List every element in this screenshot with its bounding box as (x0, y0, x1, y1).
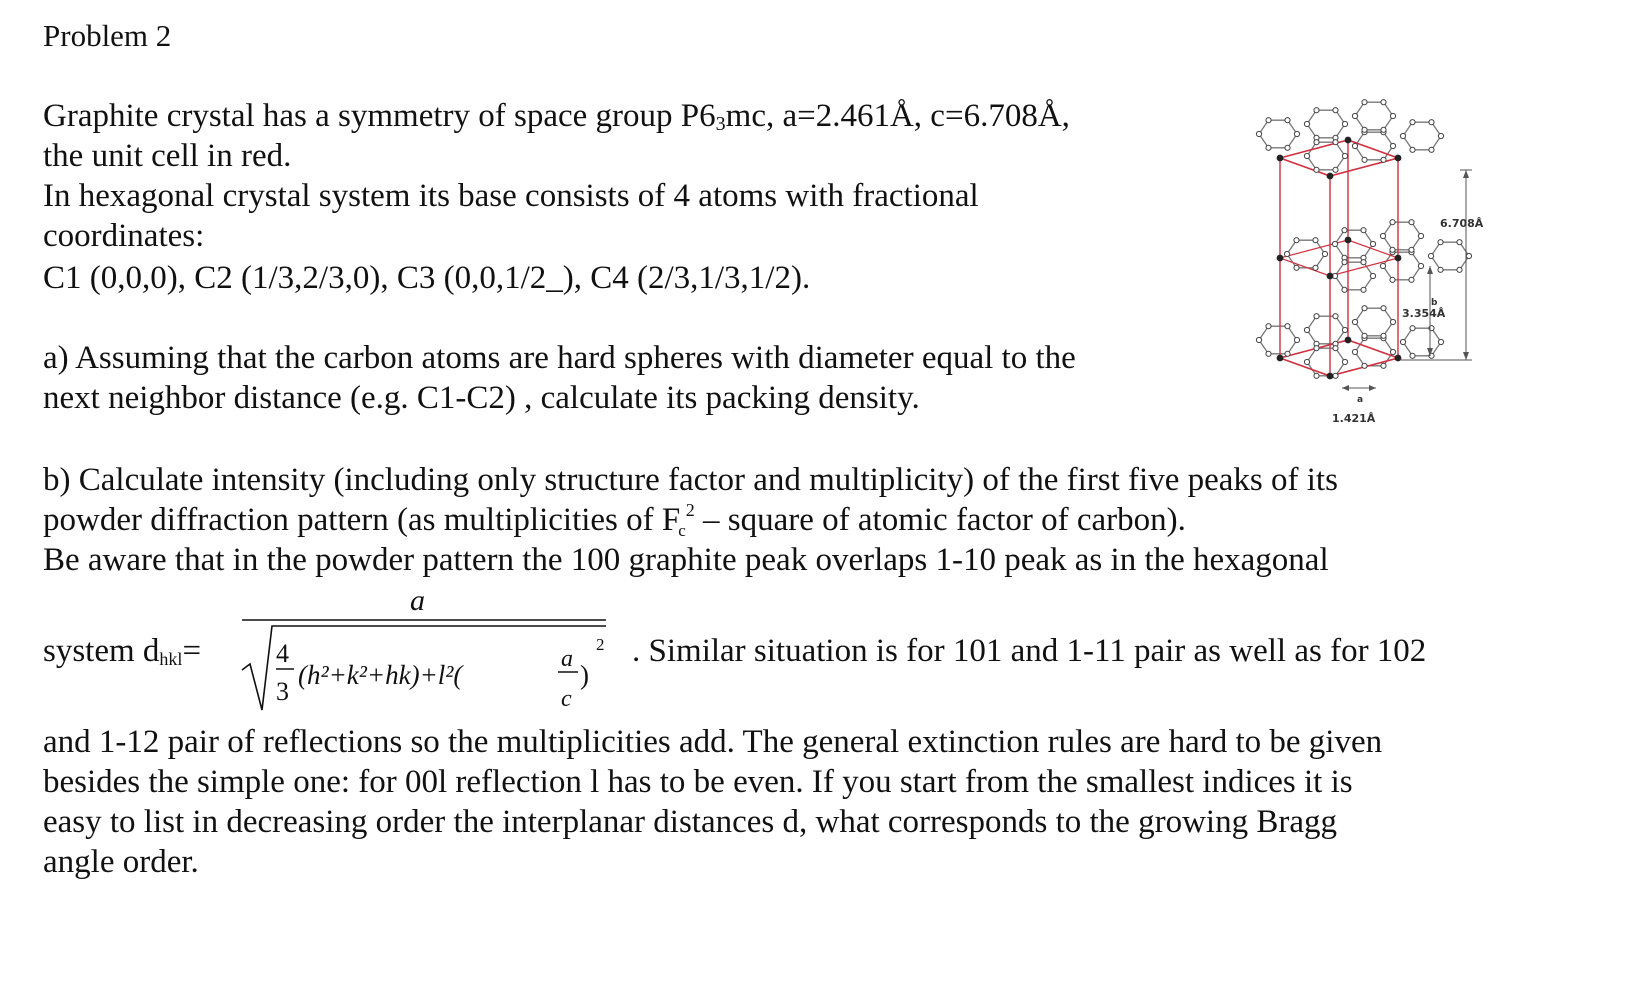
cell-corner-atom (1345, 337, 1352, 344)
cell-corner-atom (1327, 173, 1334, 180)
carbon-atom (1390, 220, 1395, 225)
carbon-atom (1333, 167, 1338, 172)
atom-coordinates: C1 (0,0,0), C2 (1/3,2/3,0), C3 (0,0,1/2_), C4 (2/3,1/3,1/2). (43, 260, 811, 296)
part-b-line-4-end: . Similar situation is for 101 and 1-11 pair as well as for 102 (632, 633, 1427, 669)
arrow-bond-right-icon (1369, 385, 1376, 391)
carbon-atom (1284, 251, 1289, 256)
part-a-line-2: next neighbor distance (e.g. C1-C2) , calculate its packing density. (43, 380, 920, 416)
carbon-atom (1314, 108, 1319, 113)
dhkl-formula (240, 584, 640, 742)
carbon-atom (1362, 333, 1367, 338)
carbon-atom (1381, 306, 1386, 311)
intro-line-1: Graphite crystal has a symmetry of space group $P6_3mc$, a=2.461Å, c=6.708Å, (43, 98, 1070, 135)
hexagon-ring (1307, 348, 1345, 376)
carbon-atom (1256, 337, 1261, 342)
carbon-atom (1390, 113, 1395, 118)
hexagon-ring (1307, 110, 1345, 138)
arrow-c-up-icon (1463, 170, 1469, 178)
carbon-atom (1381, 333, 1386, 338)
carbon-atom (1381, 363, 1386, 368)
carbon-atom (1304, 359, 1309, 364)
carbon-atom (1370, 273, 1375, 278)
carbon-atom (1410, 120, 1415, 125)
carbon-atom (1285, 351, 1290, 356)
carbon-atom (1362, 157, 1367, 162)
cell-corner-atom (1395, 255, 1402, 262)
carbon-atom (1438, 339, 1443, 344)
hexagon-ring (1403, 328, 1441, 356)
carbon-atom (1381, 127, 1386, 132)
carbon-atom (1390, 277, 1395, 282)
frac-numerator-4: 4 (276, 639, 289, 668)
hexagon-ring (1355, 308, 1393, 336)
carbon-atom (1361, 260, 1366, 265)
hexagon-ring (1307, 316, 1345, 344)
carbon-atom (1294, 131, 1299, 136)
carbon-atom (1370, 241, 1375, 246)
carbon-atom (1342, 359, 1347, 364)
carbon-atom (1333, 140, 1338, 145)
carbon-atoms (1256, 100, 1471, 380)
carbon-atom (1466, 253, 1471, 258)
carbon-atom (1361, 287, 1366, 292)
carbon-atom (1285, 145, 1290, 150)
carbon-atom (1352, 349, 1357, 354)
label-c: 6.708Å (1440, 217, 1484, 230)
carbon-atom (1457, 267, 1462, 272)
carbon-atom (1418, 233, 1423, 238)
hexagon-ring (1355, 338, 1393, 366)
hexagon-ring (1335, 230, 1373, 258)
formula-close: ) (580, 660, 589, 690)
ratio-denominator: c (561, 686, 572, 712)
carbon-atom (1304, 327, 1309, 332)
intro-line-3: In hexagonal crystal system its base consists of 4 atoms with fractional (43, 178, 979, 214)
cell-corner-atom (1345, 237, 1352, 244)
carbon-atom (1390, 319, 1395, 324)
carbon-atom (1428, 253, 1433, 258)
carbon-atom (1313, 238, 1318, 243)
carbon-atom (1438, 133, 1443, 138)
carbon-atom (1362, 100, 1367, 105)
carbon-atom (1381, 100, 1386, 105)
carbon-atom (1429, 120, 1434, 125)
part-b-line-1: b) Calculate intensity (including only structure factor and multiplicity) of the first five peaks of its (43, 462, 1338, 498)
carbon-atom (1409, 247, 1414, 252)
intro-line-2: the unit cell in red. (43, 138, 292, 174)
hexagon-ring (1355, 102, 1393, 130)
cell-corner-atom (1327, 273, 1334, 280)
cell-corner-atom (1277, 355, 1284, 362)
carbon-atom (1380, 233, 1385, 238)
problem-title: Problem 2 (43, 18, 172, 53)
carbon-atom (1266, 324, 1271, 329)
carbon-atom (1410, 147, 1415, 152)
carbon-atom (1285, 118, 1290, 123)
carbon-atom (1266, 118, 1271, 123)
part-b-line-4-start: system $d_{hkl}=$ (43, 633, 202, 669)
cell-top-face (1280, 140, 1398, 176)
part-b-line-5: and 1-12 pair of reflections so the multiplicities add. The general extinction rules are hard to be given (43, 724, 1383, 760)
cell-corner-atom (1277, 255, 1284, 262)
carbon-atom (1333, 373, 1338, 378)
carbon-atom (1410, 353, 1415, 358)
label-bond-letter: a (1357, 395, 1364, 405)
formula-exponent: 2 (596, 635, 605, 654)
carbon-atom (1390, 247, 1395, 252)
carbon-atom (1438, 240, 1443, 245)
carbon-atom (1342, 121, 1347, 126)
arrow-bond-left-icon (1342, 385, 1349, 391)
carbon-atom (1285, 324, 1290, 329)
label-half-letter: b (1431, 298, 1438, 308)
carbon-atom (1362, 363, 1367, 368)
part-a-line-1: a) Assuming that the carbon atoms are hard spheres with diameter equal to the (43, 340, 1076, 376)
carbon-atom (1429, 147, 1434, 152)
hexagon-ring (1431, 242, 1469, 270)
carbon-atom (1322, 251, 1327, 256)
carbon-atom (1380, 263, 1385, 268)
carbon-atom (1314, 373, 1319, 378)
carbon-atom (1314, 140, 1319, 145)
arrow-half-up-icon (1427, 266, 1433, 274)
carbon-atom (1304, 121, 1309, 126)
carbon-atom (1304, 153, 1309, 158)
carbon-atom (1266, 351, 1271, 356)
carbon-atom (1294, 265, 1299, 270)
carbon-atom (1342, 153, 1347, 158)
carbon-atom (1342, 327, 1347, 332)
formula-numerator: a (410, 584, 425, 617)
part-b-line-3: Be aware that in the powder pattern the 100 graphite peak overlaps 1-10 peak as in the hexagonal (43, 542, 1329, 578)
hexagon-ring (1383, 222, 1421, 250)
label-bond: 1.421Å (1332, 412, 1376, 425)
arrow-c-down-icon (1463, 352, 1469, 360)
carbon-atom (1362, 127, 1367, 132)
carbon-atom (1332, 241, 1337, 246)
carbon-atom (1400, 133, 1405, 138)
hexagon-ring (1259, 326, 1297, 354)
cell-corner-atom (1277, 155, 1284, 162)
part-b-line-7: easy to list in decreasing order the interplanar distances d, what corresponds to the growing Bragg (43, 804, 1337, 840)
intro-line-4: coordinates: (43, 218, 205, 254)
carbon-atom (1342, 287, 1347, 292)
hexagon-ring (1355, 132, 1393, 160)
ratio-numerator: a (561, 646, 573, 672)
carbon-atom (1333, 108, 1338, 113)
graphite-unit-cell-diagram (1230, 88, 1570, 460)
carbon-atom (1314, 314, 1319, 319)
part-b-line-6: besides the simple one: for 00l reflection l has to be even. If you start from the smallest indices it is (43, 764, 1353, 800)
hexagon-ring (1403, 122, 1441, 150)
carbon-atom (1409, 220, 1414, 225)
carbon-atom (1381, 157, 1386, 162)
hexagon-ring (1383, 252, 1421, 280)
carbon-atom (1457, 240, 1462, 245)
carbon-atom (1266, 145, 1271, 150)
carbon-atom (1418, 263, 1423, 268)
graphite-layer (1287, 222, 1469, 290)
carbon-atom (1342, 260, 1347, 265)
cell-corner-atom (1327, 373, 1334, 380)
carbon-atom (1362, 306, 1367, 311)
frac-denominator-3: 3 (276, 677, 289, 706)
hexagon-ring (1287, 240, 1325, 268)
carbon-atom (1352, 319, 1357, 324)
carbon-atom (1352, 143, 1357, 148)
carbon-atom (1409, 277, 1414, 282)
carbon-atom (1352, 113, 1357, 118)
carbon-atom (1400, 339, 1405, 344)
carbon-atom (1438, 267, 1443, 272)
cell-corner-atom (1345, 137, 1352, 144)
label-half: 3.354Å (1402, 307, 1446, 320)
part-b-line-8: angle order. (43, 844, 199, 880)
hexagon-ring (1259, 120, 1297, 148)
carbon-atom (1314, 346, 1319, 351)
carbon-atom (1390, 349, 1395, 354)
formula-body: (h²+k²+hk)+l²( (298, 660, 463, 690)
carbon-atom (1256, 131, 1261, 136)
carbon-atom (1342, 228, 1347, 233)
carbon-atom (1294, 238, 1299, 243)
carbon-atom (1314, 167, 1319, 172)
cell-corner-atom (1395, 155, 1402, 162)
carbon-atom (1361, 228, 1366, 233)
carbon-atom (1390, 143, 1395, 148)
carbon-atom (1410, 326, 1415, 331)
carbon-atom (1294, 337, 1299, 342)
part-b-line-2: powder diffraction pattern (as multiplicities of Fc$^2$ – square of atomic factor of carbon). (43, 500, 1186, 540)
carbon-atom (1333, 314, 1338, 319)
carbon-atom (1313, 265, 1318, 270)
carbon-atom (1333, 346, 1338, 351)
